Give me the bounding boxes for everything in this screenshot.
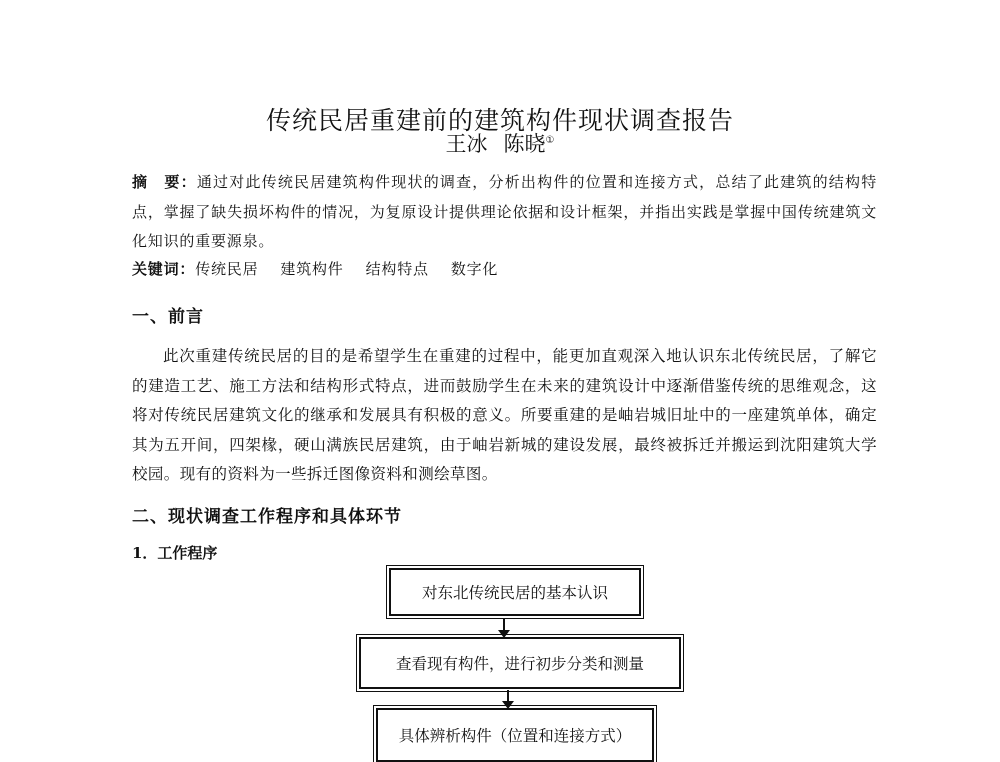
abstract	[132, 168, 877, 257]
flowchart-step-1: 对东北传统民居的基本认识	[389, 568, 641, 616]
section-heading-survey: 二、现状调查工作程序和具体环节	[132, 507, 402, 527]
subsection-heading-procedure: 1．工作程序	[132, 544, 218, 562]
keyword: 数字化	[450, 260, 499, 278]
flowchart-step-2: 查看现有构件，进行初步分类和测量	[359, 637, 681, 689]
keyword: 建筑构件	[280, 260, 344, 278]
abstract-text: 通过对此传统民居建筑构件现状的调查，分析出构件的位置和连接方式，总结了此建筑的结构特点，掌握了缺失损坏构件的情况，为复原设计提供理论依据和设计框架，并指出实践是掌握中国传统建筑文化知识的重要源泉。	[132, 173, 878, 250]
flowchart-arrow-icon	[507, 690, 509, 707]
keywords	[132, 258, 520, 279]
keyword: 结构特点	[365, 260, 429, 278]
section-heading-intro: 一、前言	[132, 307, 204, 327]
keyword: 传统民居	[195, 260, 259, 278]
author-line	[0, 128, 1000, 158]
keywords-label: 关键词：	[132, 260, 196, 278]
paper-title: 传统民居重建前的建筑构件现状调查报告	[265, 105, 734, 135]
author-name: 王冰	[445, 132, 488, 156]
flowchart-arrow-icon	[503, 618, 505, 636]
author-name: 陈晓	[503, 132, 546, 156]
flowchart-step-3: 具体辨析构件（位置和连接方式）	[376, 708, 654, 762]
abstract-label: 摘 要：	[132, 173, 197, 191]
intro-paragraph: 此次重建传统民居的目的是希望学生在重建的过程中，能更加直观深入地认识东北传统民居，了解它的建造工艺、施工方法和结构形式特点，进而鼓励学生在未来的建筑设计中逐渐借鉴传统的思维观念，这将对传统民居建筑文化的继承和发展具有积极的意义。所要重建的是岫岩城旧址中的一座建筑单体，确定其为五开间，四架椽，硬山满族民居建筑，由于岫岩新城的建设发展，最终被拆迁并搬运到沈阳建筑大学校园。现有的资料为一些拆迁图像资料和测绘草图。	[132, 347, 877, 483]
author-footnote-marker: ①	[545, 135, 555, 146]
